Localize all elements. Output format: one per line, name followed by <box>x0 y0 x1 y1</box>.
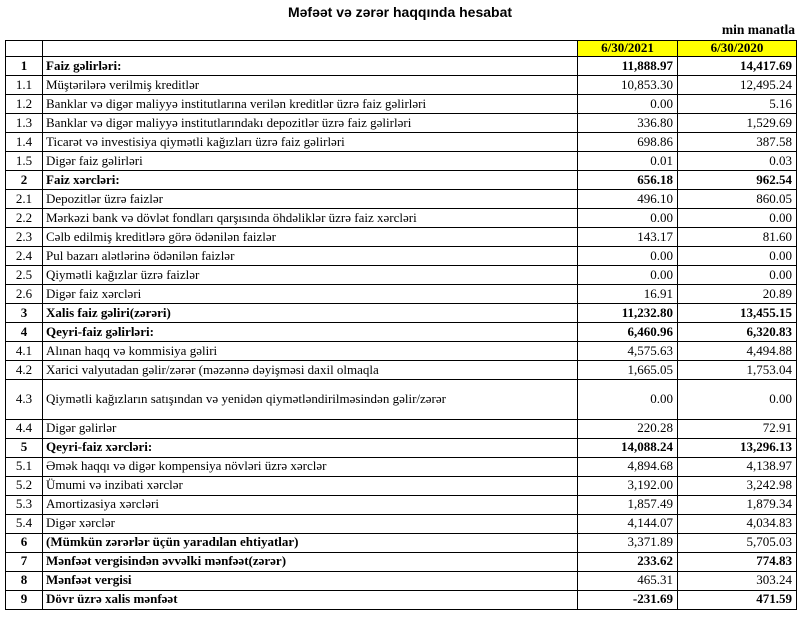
value-2020: 860.05 <box>678 190 797 209</box>
row-number: 1.2 <box>6 95 43 114</box>
row-label: Ticarət və investisiya qiymətli kağızları üzrə faiz gəlirləri <box>43 133 578 152</box>
row-label: Mənfəət vergisindən əvvəlki mənfəət(zərər) <box>43 552 578 571</box>
value-2021: 0.00 <box>578 95 678 114</box>
row-label: Pul bazarı alətlərinə ödənilən faizlər <box>43 247 578 266</box>
value-2020: 72.91 <box>678 419 797 438</box>
row-number: 2.1 <box>6 190 43 209</box>
value-2021: 11,232.80 <box>578 304 678 323</box>
report-title: Məfəət və zərər haqqında hesabat <box>287 4 513 20</box>
row-number: 2 <box>6 171 43 190</box>
row-number: 2.5 <box>6 266 43 285</box>
row-label: Faiz gəlirləri: <box>43 57 578 76</box>
value-2021: 496.10 <box>578 190 678 209</box>
row-number: 4.3 <box>6 380 43 420</box>
value-2021: 6,460.96 <box>578 323 678 342</box>
row-label: Banklar və digər maliyyə institutlarındakı depozitlər üzrə faiz gəlirləri <box>43 114 578 133</box>
row-label: Alınan haqq və kommisiya gəliri <box>43 342 578 361</box>
table-row <box>6 590 797 609</box>
row-number: 4.2 <box>6 361 43 380</box>
row-label: Qiymətli kağızların satışından və yenidən qiymətləndirilməsindən gəlir/zərər <box>43 380 578 420</box>
row-number: 5.1 <box>6 457 43 476</box>
row-label: Digər faiz xərcləri <box>43 285 578 304</box>
value-2021: 10,853.30 <box>578 76 678 95</box>
value-2020: 1,753.04 <box>678 361 797 380</box>
table-row <box>6 380 797 420</box>
table-row <box>6 571 797 590</box>
value-2020: 6,320.83 <box>678 323 797 342</box>
value-2021: 1,857.49 <box>578 495 678 514</box>
row-label: Cəlb edilmiş kreditlərə görə ödənilən faizlər <box>43 228 578 247</box>
header-col-2020: 6/30/2020 <box>678 41 797 57</box>
header-row <box>6 41 797 57</box>
table-row <box>6 190 797 209</box>
row-number: 8 <box>6 571 43 590</box>
value-2021: 698.86 <box>578 133 678 152</box>
table-row <box>6 171 797 190</box>
table-row <box>6 476 797 495</box>
value-2020: 0.00 <box>678 209 797 228</box>
value-2020: 962.54 <box>678 171 797 190</box>
row-label: Mənfəət vergisi <box>43 571 578 590</box>
value-2021: 3,371.89 <box>578 533 678 552</box>
unit-note: min manatla <box>721 22 795 37</box>
row-label: Digər xərclər <box>43 514 578 533</box>
value-2021: 11,888.97 <box>578 57 678 76</box>
row-label: Müştərilərə verilmiş kreditlər <box>43 76 578 95</box>
row-number: 4.1 <box>6 342 43 361</box>
table-row <box>6 209 797 228</box>
value-2020: 4,138.97 <box>678 457 797 476</box>
row-label: Xarici valyutadan gəlir/zərər (məzənnə dəyişməsi daxil olmaqla <box>43 361 578 380</box>
row-number: 4.4 <box>6 419 43 438</box>
table-row <box>6 457 797 476</box>
value-2020: 774.83 <box>678 552 797 571</box>
value-2020: 1,529.69 <box>678 114 797 133</box>
value-2021: 336.80 <box>578 114 678 133</box>
value-2021: 4,144.07 <box>578 514 678 533</box>
row-number: 5.2 <box>6 476 43 495</box>
value-2020: 3,242.98 <box>678 476 797 495</box>
row-label: Mərkəzi bank və dövlət fondları qarşısında öhdəliklər üzrə faiz xərcləri <box>43 209 578 228</box>
value-2021: 1,665.05 <box>578 361 678 380</box>
value-2021: 0.01 <box>578 152 678 171</box>
table-row <box>6 152 797 171</box>
row-number: 2.3 <box>6 228 43 247</box>
value-2020: 387.58 <box>678 133 797 152</box>
value-2020: 5.16 <box>678 95 797 114</box>
row-label: Əmək haqqı və digər kompensiya növləri üzrə xərclər <box>43 457 578 476</box>
value-2021: 3,192.00 <box>578 476 678 495</box>
value-2020: 14,417.69 <box>678 57 797 76</box>
header-num-cell <box>6 41 43 57</box>
table-row <box>6 95 797 114</box>
row-number: 4 <box>6 323 43 342</box>
value-2020: 20.89 <box>678 285 797 304</box>
table-row <box>6 285 797 304</box>
table-row <box>6 342 797 361</box>
table-row <box>6 533 797 552</box>
header-label-cell <box>43 41 578 57</box>
value-2020: 81.60 <box>678 228 797 247</box>
table-row <box>6 495 797 514</box>
row-number: 1.5 <box>6 152 43 171</box>
table-row <box>6 76 797 95</box>
row-number: 1.3 <box>6 114 43 133</box>
value-2021: -231.69 <box>578 590 678 609</box>
row-number: 3 <box>6 304 43 323</box>
row-number: 9 <box>6 590 43 609</box>
table-row <box>6 133 797 152</box>
table-row <box>6 114 797 133</box>
row-number: 1 <box>6 57 43 76</box>
value-2020: 5,705.03 <box>678 533 797 552</box>
table-row <box>6 304 797 323</box>
row-label: Xalis faiz gəliri(zərəri) <box>43 304 578 323</box>
value-2021: 14,088.24 <box>578 438 678 457</box>
row-number: 5.3 <box>6 495 43 514</box>
table-row <box>6 228 797 247</box>
value-2020: 4,494.88 <box>678 342 797 361</box>
row-label: Digər faiz gəlirləri <box>43 152 578 171</box>
value-2021: 656.18 <box>578 171 678 190</box>
row-label: Banklar və digər maliyyə institutlarına verilən kreditlər üzrə faiz gəlirləri <box>43 95 578 114</box>
value-2021: 465.31 <box>578 571 678 590</box>
value-2020: 13,455.15 <box>678 304 797 323</box>
header-col-2021: 6/30/2021 <box>578 41 678 57</box>
row-label: Amortizasiya xərcləri <box>43 495 578 514</box>
table-row <box>6 266 797 285</box>
row-label: Ümumi və inzibati xərclər <box>43 476 578 495</box>
row-label: Qeyri-faiz gəlirləri: <box>43 323 578 342</box>
table-row <box>6 323 797 342</box>
value-2020: 1,879.34 <box>678 495 797 514</box>
row-number: 5 <box>6 438 43 457</box>
table-row <box>6 514 797 533</box>
row-number: 6 <box>6 533 43 552</box>
value-2021: 4,575.63 <box>578 342 678 361</box>
income-statement-table <box>5 40 797 610</box>
row-number: 1.4 <box>6 133 43 152</box>
table-body <box>6 57 797 610</box>
value-2021: 0.00 <box>578 247 678 266</box>
value-2020: 303.24 <box>678 571 797 590</box>
value-2021: 4,894.68 <box>578 457 678 476</box>
row-number: 2.6 <box>6 285 43 304</box>
row-label: (Mümkün zərərlər üçün yaradılan ehtiyatlar) <box>43 533 578 552</box>
value-2020: 0.00 <box>678 380 797 420</box>
value-2021: 220.28 <box>578 419 678 438</box>
row-number: 2.2 <box>6 209 43 228</box>
row-number: 2.4 <box>6 247 43 266</box>
table-row <box>6 361 797 380</box>
value-2020: 12,495.24 <box>678 76 797 95</box>
value-2020: 4,034.83 <box>678 514 797 533</box>
value-2020: 0.03 <box>678 152 797 171</box>
value-2021: 16.91 <box>578 285 678 304</box>
table-row <box>6 438 797 457</box>
table-row <box>6 552 797 571</box>
row-number: 5.4 <box>6 514 43 533</box>
table-row <box>6 247 797 266</box>
value-2021: 233.62 <box>578 552 678 571</box>
row-label: Qeyri-faiz xərcləri: <box>43 438 578 457</box>
value-2021: 0.00 <box>578 209 678 228</box>
row-number: 1.1 <box>6 76 43 95</box>
value-2021: 143.17 <box>578 228 678 247</box>
row-label: Faiz xərcləri: <box>43 171 578 190</box>
row-label: Qiymətli kağızlar üzrə faizlər <box>43 266 578 285</box>
table-row <box>6 419 797 438</box>
row-number: 7 <box>6 552 43 571</box>
value-2021: 0.00 <box>578 266 678 285</box>
value-2020: 0.00 <box>678 247 797 266</box>
value-2021: 0.00 <box>578 380 678 420</box>
value-2020: 0.00 <box>678 266 797 285</box>
row-label: Dövr üzrə xalis mənfəət <box>43 590 578 609</box>
value-2020: 471.59 <box>678 590 797 609</box>
row-label: Depozitlər üzrə faizlər <box>43 190 578 209</box>
value-2020: 13,296.13 <box>678 438 797 457</box>
table-row <box>6 57 797 76</box>
row-label: Digər gəlirlər <box>43 419 578 438</box>
